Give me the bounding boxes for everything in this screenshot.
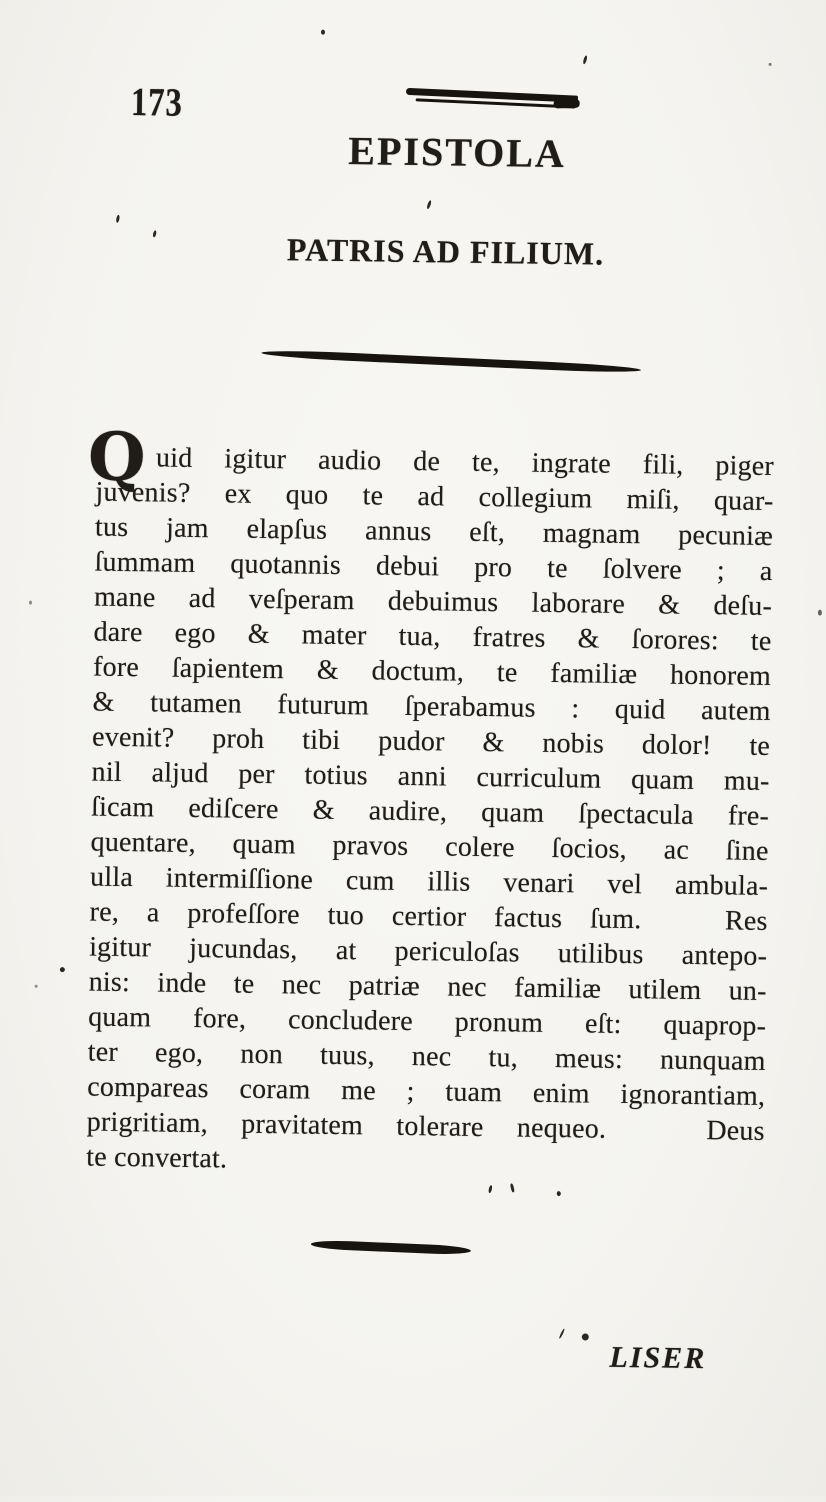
ink-speck (557, 1191, 561, 1196)
divider-rule (261, 349, 641, 374)
ink-speck (488, 1185, 493, 1193)
text-line: prigritiam, pravitatem tolerare nequeo. Deus (86, 1106, 765, 1147)
ink-speck (582, 55, 587, 64)
page-title: EPISTOLA (348, 128, 567, 177)
text-line: mane ad veſperam debuimus laborare & deſu- (93, 581, 773, 622)
page-number: 173 (130, 79, 183, 125)
letter-body (86, 417, 775, 1184)
ink-speck (582, 1333, 589, 1340)
ink-speck (116, 215, 120, 223)
text-line: re, a profeſſore tuo certior factus ſum. Res (89, 896, 768, 937)
catchword: LISER (609, 1340, 707, 1376)
ink-speck (29, 601, 32, 605)
text-line: nil aljud per totius anni curriculum quam mu- (91, 756, 770, 797)
text-line: nis: inde te nec patriæ nec familiæ utilem un- (88, 966, 767, 1007)
text-line: tus jam elapſus annus eſt, magnam pecuniæ (94, 511, 774, 553)
ink-speck (559, 1328, 566, 1339)
ink-speck (426, 200, 432, 209)
text-line: ulla intermiſſione cum illis venari vel ambula- (89, 861, 769, 902)
text-line: compareas coram me ; tuam enim ignorantiam, (87, 1071, 766, 1112)
text-line: ſummam quotannis debui pro te ſolvere ; a (94, 546, 773, 588)
ink-speck (321, 30, 325, 35)
ink-speck (818, 610, 822, 616)
text-lines (86, 440, 774, 1184)
text-line: fore ſapientem & doctum, te familiæ honorem (92, 651, 772, 692)
ink-speck (35, 985, 38, 988)
text-line: quentare, quam pravos colere ſocios, ac ſine (90, 826, 769, 867)
ink-speck (510, 1183, 515, 1192)
text-line: ter ego, non tuus, nec tu, meus: nunquam (87, 1036, 766, 1077)
text-line: te convertat. (86, 1141, 228, 1175)
text-line: uid igitur audio de te, ingrate fili, piger (155, 442, 775, 483)
text-line: ſicam ediſcere & audire, quam ſpectacula fre- (90, 791, 770, 832)
ink-speck (60, 967, 65, 972)
closing-rule (311, 1240, 471, 1256)
text-line: juvenis? ex quo te ad collegium miſi, quar- (95, 476, 774, 518)
text-line: dare ego & mater tua, fratres & ſorores: te (93, 616, 772, 657)
text-line: & tutamen futurum ſperabamus : quid autem (92, 686, 771, 727)
page-subtitle: PATRIS AD FILIUM. (286, 231, 605, 272)
header-double-rule (406, 88, 578, 109)
text-line: evenit? proh tibi pudor & nobis dolor! te (91, 721, 771, 762)
text-line: quam fore, concludere pronum eſt: quaprop- (87, 1001, 767, 1042)
ink-speck (152, 230, 156, 237)
text-line: igitur jucundas, at periculoſas utilibus antepo- (88, 931, 768, 972)
ink-speck (769, 63, 772, 66)
drop-cap: Q (87, 417, 147, 497)
